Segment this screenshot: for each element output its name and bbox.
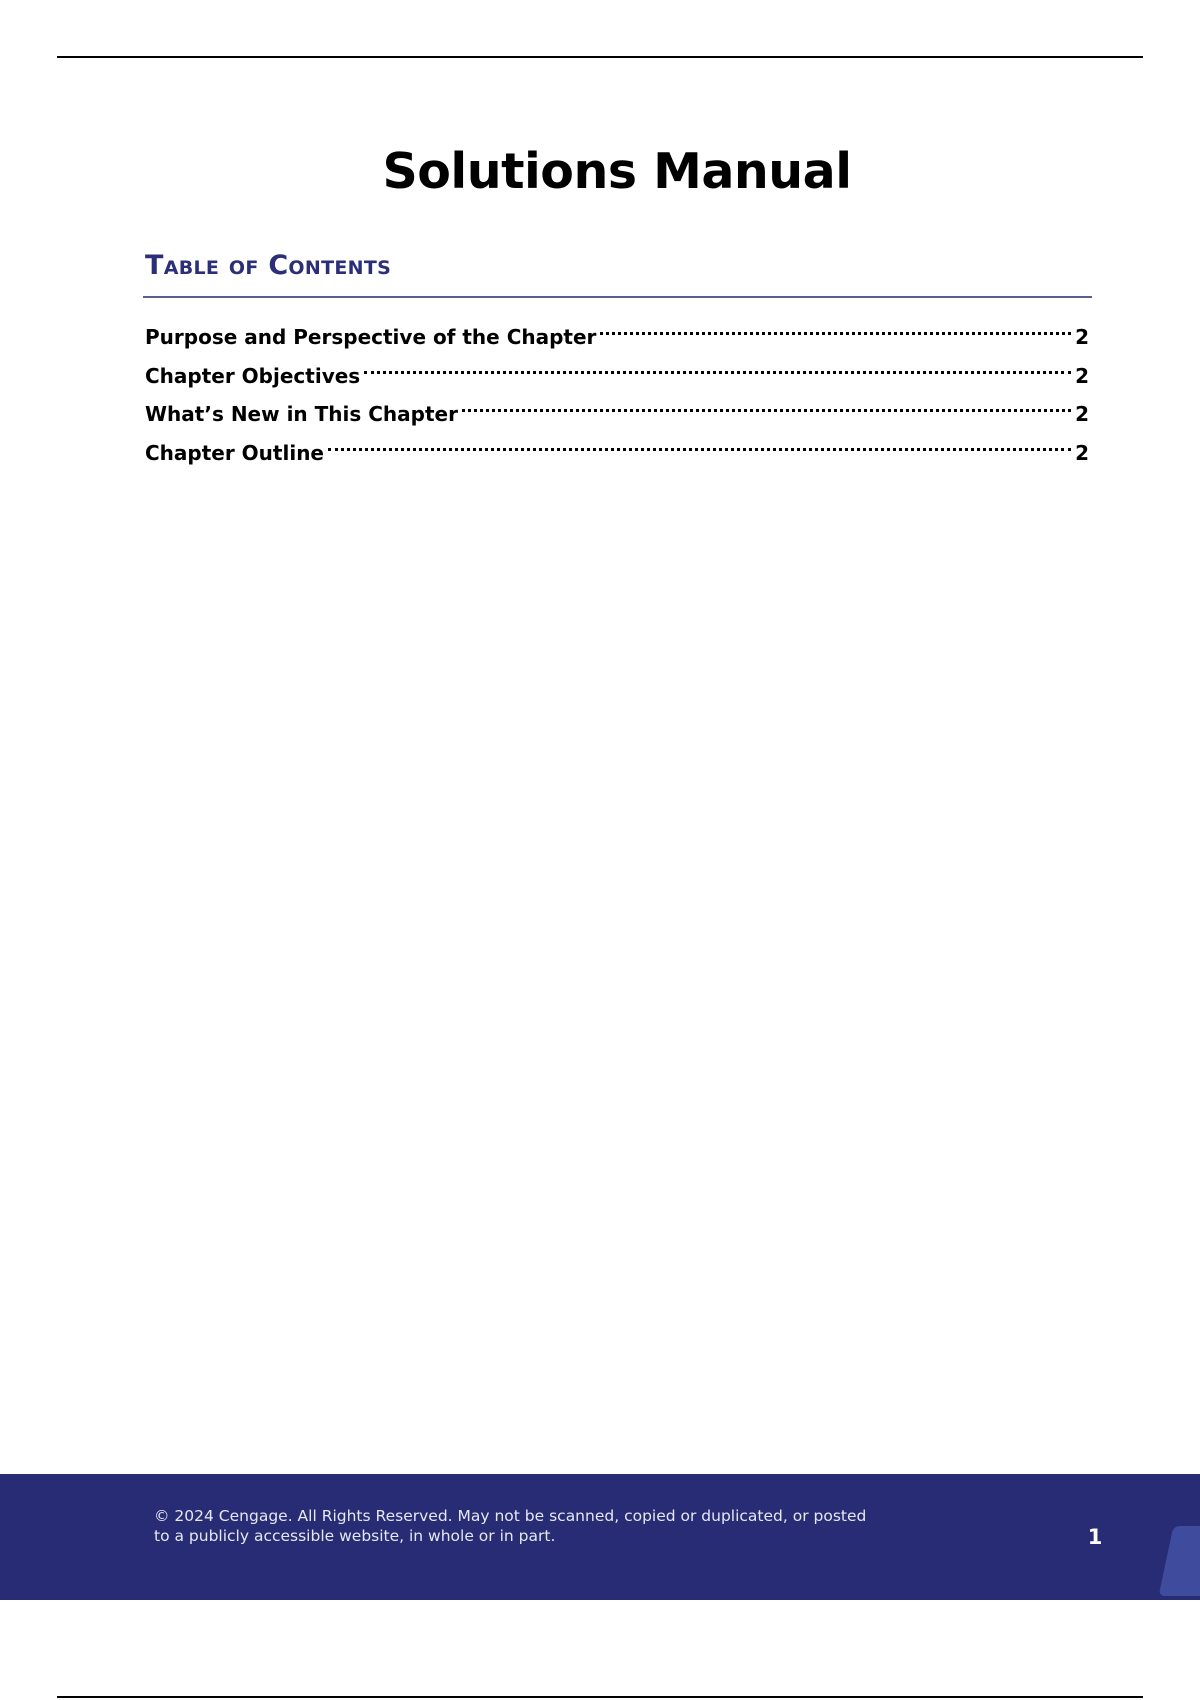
table-of-contents [145,308,1089,465]
toc-heading: Table of Contents [145,250,392,281]
page-number: 1 [1087,1525,1103,1549]
toc-dot-leader [600,308,1071,344]
toc-dot-leader [328,424,1071,460]
top-rule [57,56,1143,58]
footer-corner-tab [1159,1526,1200,1596]
toc-entry-purpose-and-perspective[interactable] [145,308,1089,347]
toc-entry-page: 2 [1075,440,1089,465]
toc-entry-label: What’s New in This Chapter [145,402,458,426]
copyright-line-2: to a publicly accessible website, in whole or in part. [154,1527,556,1545]
toc-entry-label: Chapter Outline [145,440,324,465]
toc-entry-page: 2 [1075,402,1089,426]
toc-dot-leader [364,347,1071,383]
bottom-rule [57,1696,1143,1698]
copyright-notice [154,1506,914,1546]
toc-entry-label: Purpose and Perspective of the Chapter [145,325,597,349]
toc-entry-page: 2 [1075,325,1089,349]
document-title: Solutions Manual [382,143,852,200]
copyright-line-1: © 2024 Cengage. All Rights Reserved. May not be scanned, copied or duplicated, or posted [154,1507,867,1525]
toc-entry-label: Chapter Objectives [145,363,361,388]
footer-band [0,1474,1200,1600]
toc-dot-leader [462,385,1071,421]
toc-entry-page: 2 [1075,363,1089,388]
toc-heading-rule [143,296,1092,298]
